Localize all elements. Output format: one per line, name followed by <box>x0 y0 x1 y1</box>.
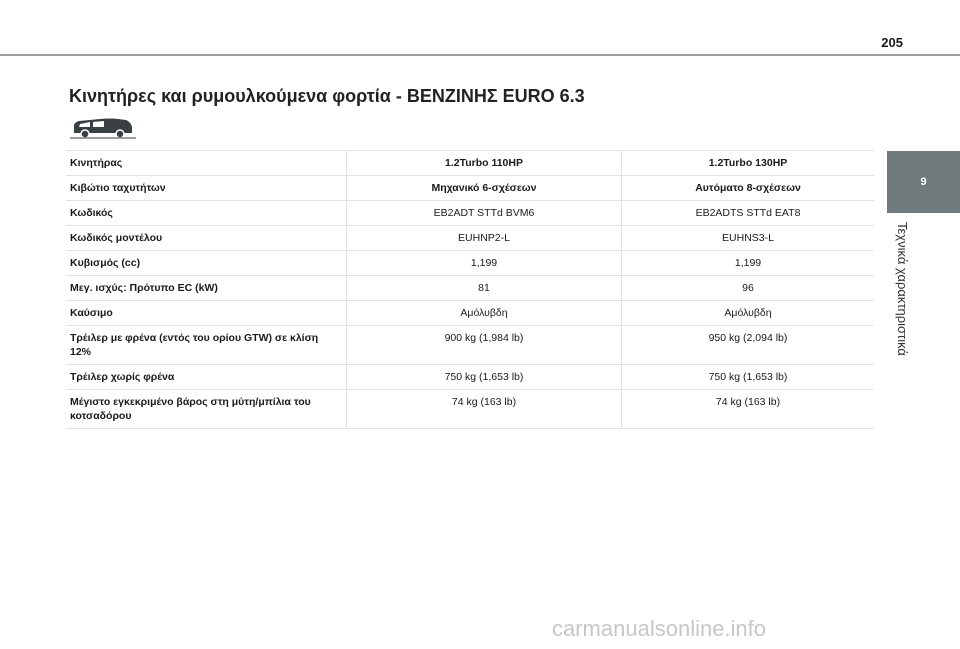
row-label: Μεγ. ισχύς: Πρότυπο EC (kW) <box>66 276 347 301</box>
table-row <box>66 151 874 176</box>
table-row <box>66 226 874 251</box>
value-130hp: 96 <box>622 276 875 301</box>
row-label: Κυβισμός (cc) <box>66 251 347 276</box>
table-row <box>66 176 874 201</box>
engine-spec-table <box>66 150 874 429</box>
value-110hp: Αμόλυβδη <box>347 301 622 326</box>
page-number: 205 <box>881 35 903 50</box>
value-110hp: 750 kg (1,653 lb) <box>347 365 622 390</box>
chapter-number: 9 <box>920 176 927 188</box>
value-130hp: 750 kg (1,653 lb) <box>622 365 875 390</box>
table-row <box>66 365 874 390</box>
value-110hp: Μηχανικό 6-σχέσεων <box>347 176 622 201</box>
value-110hp: EUHNP2-L <box>347 226 622 251</box>
value-130hp: 950 kg (2,094 lb) <box>622 326 875 365</box>
value-110hp: 74 kg (163 lb) <box>347 390 622 429</box>
value-130hp: 1.2Turbo 130HP <box>622 151 875 176</box>
table-row <box>66 301 874 326</box>
value-110hp: 1,199 <box>347 251 622 276</box>
value-110hp: 1.2Turbo 110HP <box>347 151 622 176</box>
row-label: Μέγιστο εγκεκριμένο βάρος στη μύτη/μπίλια του κοτσαδόρου <box>66 390 347 429</box>
watermark: carmanualsonline.info <box>552 616 767 641</box>
table-row <box>66 201 874 226</box>
row-label: Τρέιλερ με φρένα (εντός του ορίου GTW) σε κλίση 12% <box>66 326 347 365</box>
row-label: Κωδικός μοντέλου <box>66 226 347 251</box>
value-130hp: Αμόλυβδη <box>622 301 875 326</box>
table-row <box>66 326 874 365</box>
row-label: Τρέιλερ χωρίς φρένα <box>66 365 347 390</box>
van-icon <box>70 115 136 139</box>
value-130hp: EB2ADTS STTd EAT8 <box>622 201 875 226</box>
top-divider <box>0 54 960 56</box>
table-row <box>66 251 874 276</box>
value-130hp: 1,199 <box>622 251 875 276</box>
value-130hp: 74 kg (163 lb) <box>622 390 875 429</box>
row-label: Κινητήρας <box>66 151 347 176</box>
row-label: Καύσιμο <box>66 301 347 326</box>
table-row <box>66 390 874 429</box>
section-title: Κινητήρες και ρυμουλκούμενα φορτία - ΒΕΝΖΙΝΗΣ EURO 6.3 <box>69 86 585 106</box>
row-label: Κωδικός <box>66 201 347 226</box>
value-130hp: EUHNS3-L <box>622 226 875 251</box>
chapter-tab[interactable] <box>887 151 960 213</box>
table-row <box>66 276 874 301</box>
value-110hp: EB2ADT STTd BVM6 <box>347 201 622 226</box>
value-110hp: 81 <box>347 276 622 301</box>
value-110hp: 900 kg (1,984 lb) <box>347 326 622 365</box>
chapter-title: Τεχνικά χαρακτηριστικά <box>895 222 910 356</box>
row-label: Κιβώτιο ταχυτήτων <box>66 176 347 201</box>
value-130hp: Αυτόματο 8-σχέσεων <box>622 176 875 201</box>
